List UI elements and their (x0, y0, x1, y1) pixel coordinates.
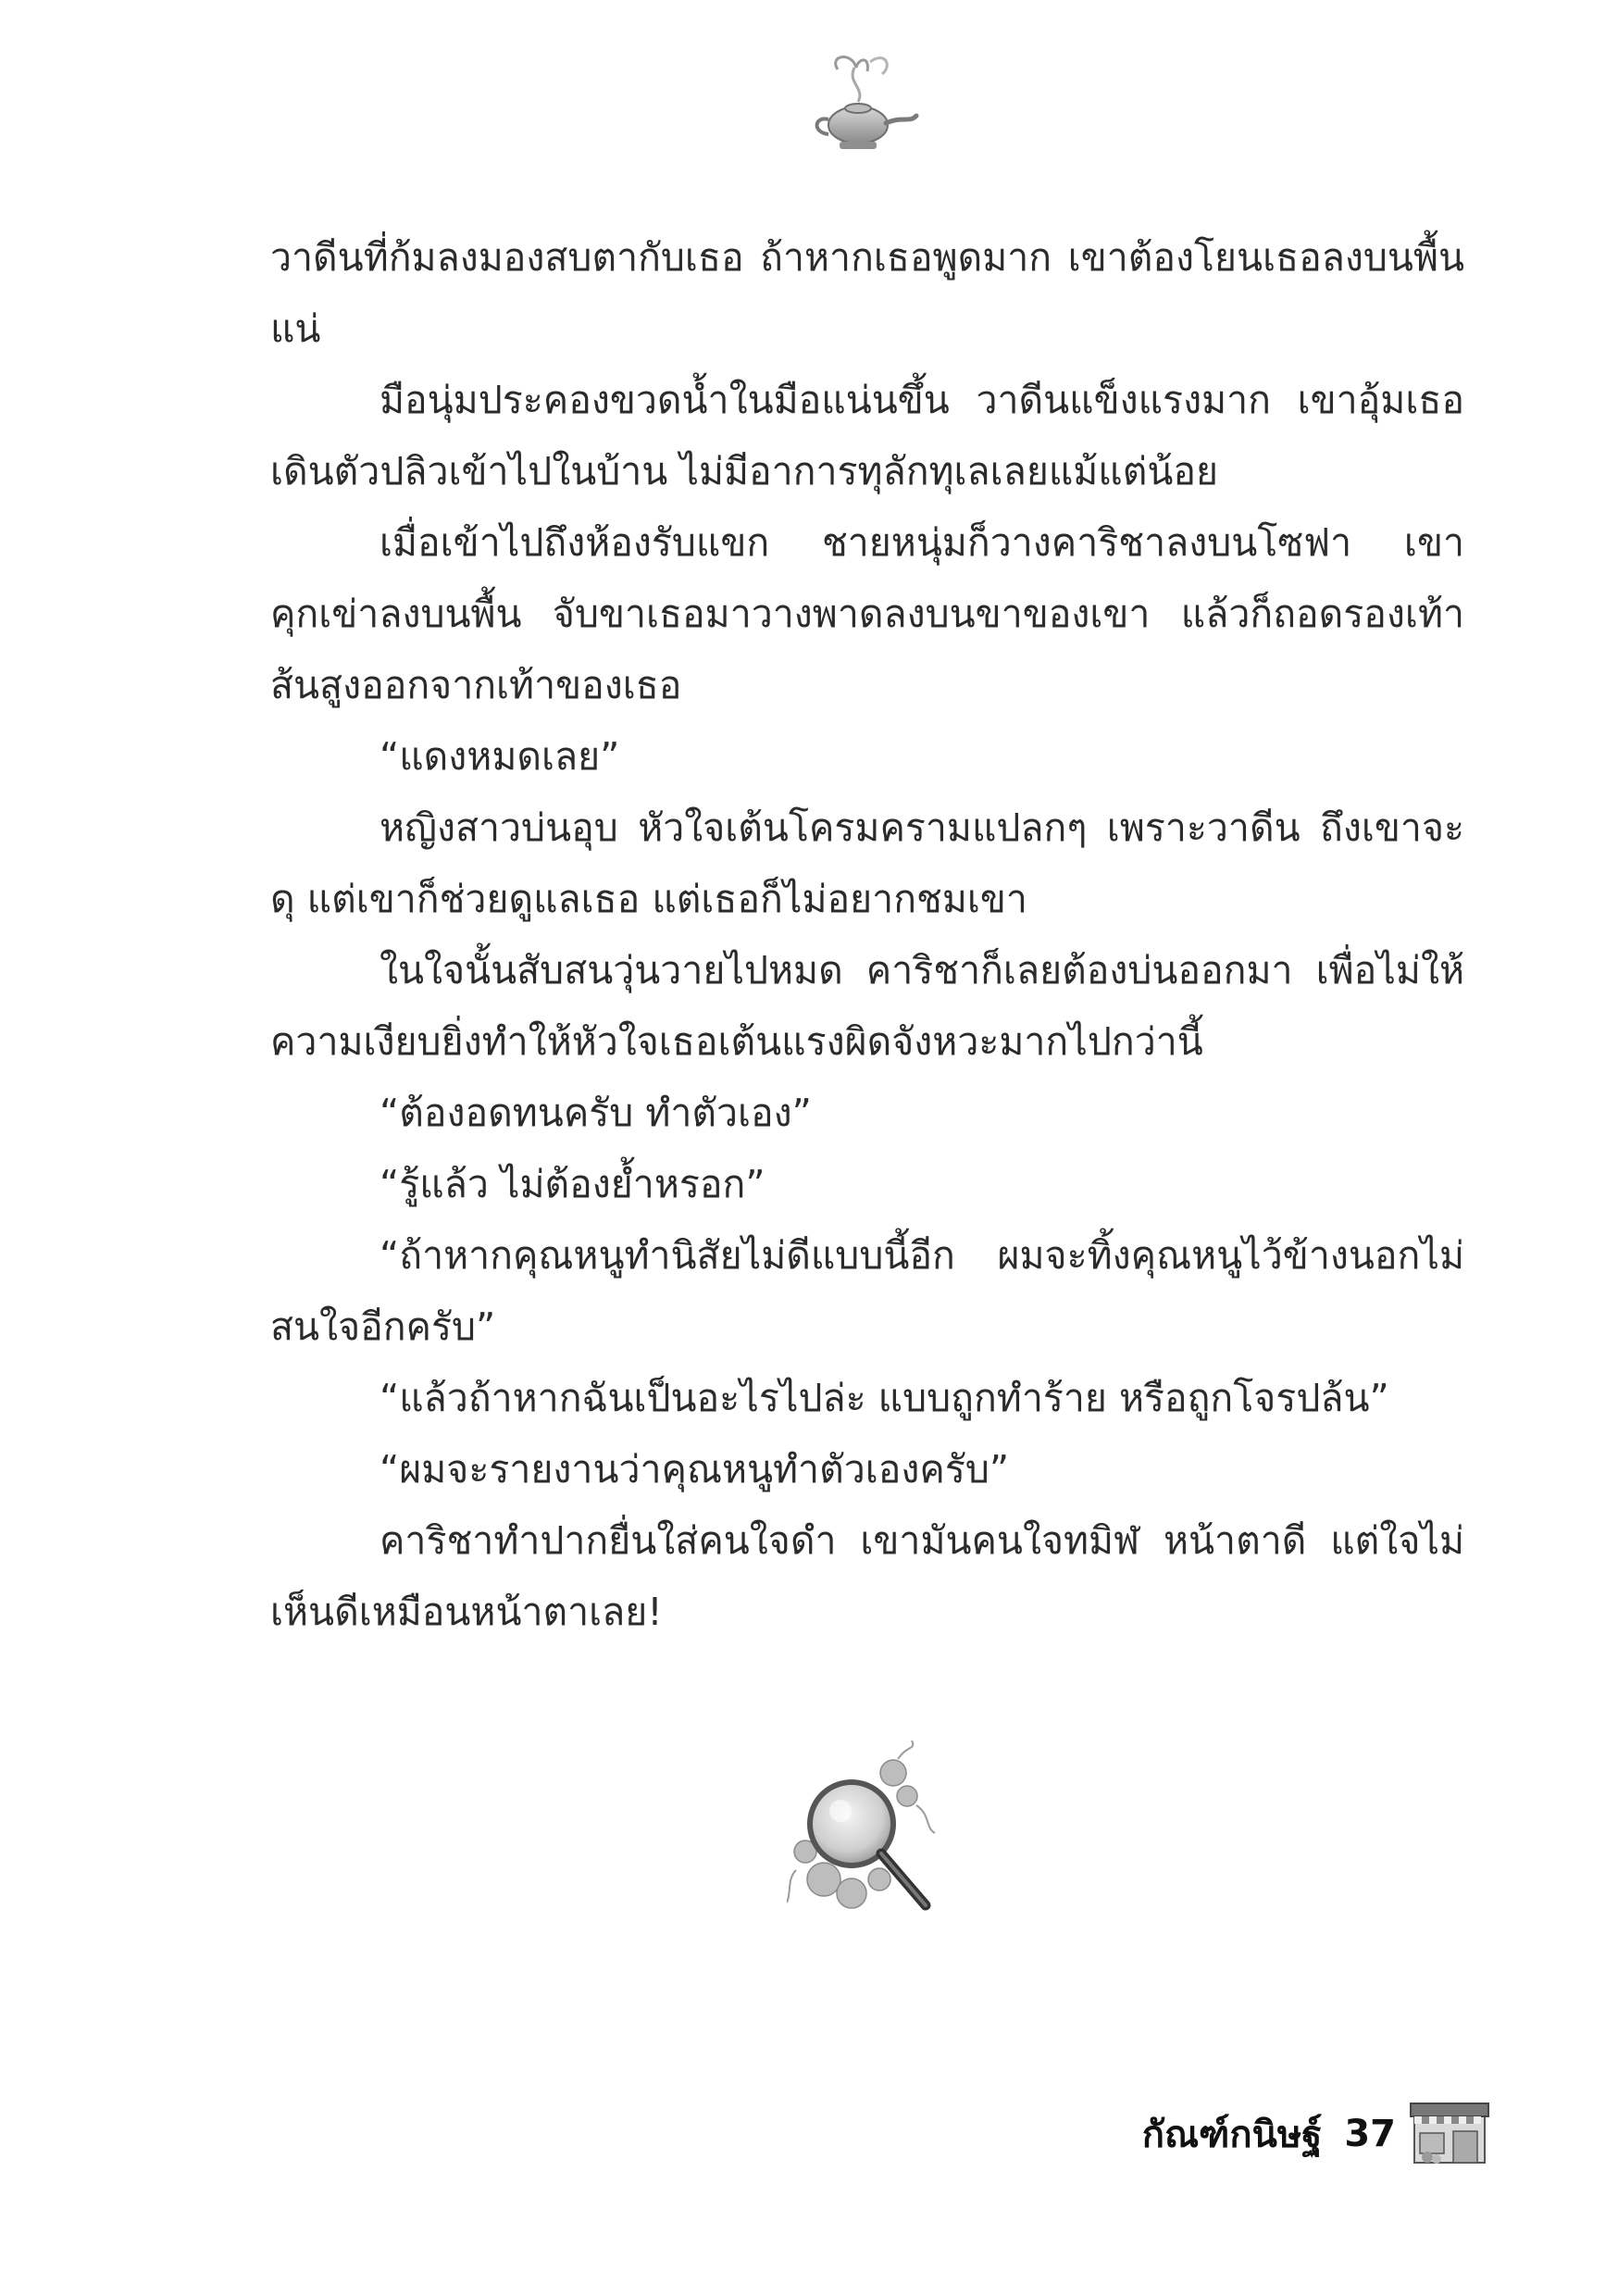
dialogue-line: “ถ้าหากคุณหนูทำนิสัยไม่ดีแบบนี้อีก ผมจะทิ้งคุณหนูไว้ข้างนอกไม่สนใจอีกครับ” (270, 1233, 1464, 1349)
teapot-ornament-icon (801, 51, 921, 162)
page-footer (1055, 2102, 1490, 2166)
dialogue-line: “แดงหมดเลย” (380, 734, 620, 779)
paragraph: วาดีนที่ก้มลงมองสบตากับเธอ ถ้าหากเธอพูดมาก เขาต้องโยนเธอลงบนพื้นแน่ (270, 235, 1464, 351)
magnifier-flowers-icon (787, 1741, 944, 1916)
paragraph: มือนุ่มประคองขวดน้ำในมือแน่นขึ้น วาดีนแข็งแรงมาก เขาอุ้มเธอเดินตัวปลิวเข้าไปในบ้าน ไม่มีอาการทุลักทุเลเลยแม้แต่น้อย (270, 378, 1464, 493)
paragraph: ในใจนั้นสับสนวุ่นวายไปหมด คาริชาก็เลยต้องบ่นออกมา เพื่อไม่ให้ความเงียบยิ่งทำให้หัวใจเธอเต้นแรงผิดจังหวะมากไปกว่านี้ (270, 948, 1464, 1064)
dialogue-line: “ผมจะรายงานว่าคุณหนูทำตัวเองครับ” (380, 1447, 1010, 1491)
flower-shop-icon (1409, 2102, 1490, 2166)
book-title: กัณฑ์กนิษฐ์ (1141, 2114, 1323, 2156)
dialogue-line: “ต้องอดทนครับ ทำตัวเอง” (380, 1091, 812, 1135)
paragraph: เมื่อเข้าไปถึงห้องรับแขก ชายหนุ่มก็วางคาริชาลงบนโซฟา เขาคุกเข่าลงบนพื้น จับขาเธอมาวางพาดลงบนขาของเขา แล้วก็ถอดรองเท้าส้นสูงออกจากเท้าของเธอ (270, 520, 1464, 707)
paragraph: หญิงสาวบ่นอุบ หัวใจเต้นโครมครามแปลกๆ เพราะวาดีน ถึงเขาจะดุ แต่เขาก็ช่วยดูแลเธอ แต่เธอก็ไม่อยากชมเขา (270, 805, 1464, 921)
paragraph: คาริชาทำปากยื่นใส่คนใจดำ เขามันคนใจทมิฬ หน้าตาดี แต่ใจไม่เห็นดีเหมือนหน้าตาเลย! (270, 1518, 1464, 1634)
dialogue-line: “รู้แล้ว ไม่ต้องย้ำหรอก” (380, 1162, 765, 1206)
page-number: 37 (1344, 2113, 1396, 2155)
body-text (270, 222, 1464, 1648)
dialogue-line: “แล้วถ้าหากฉันเป็นอะไรไปล่ะ แบบถูกทำร้าย หรือถูกโจรปล้น” (380, 1376, 1389, 1420)
